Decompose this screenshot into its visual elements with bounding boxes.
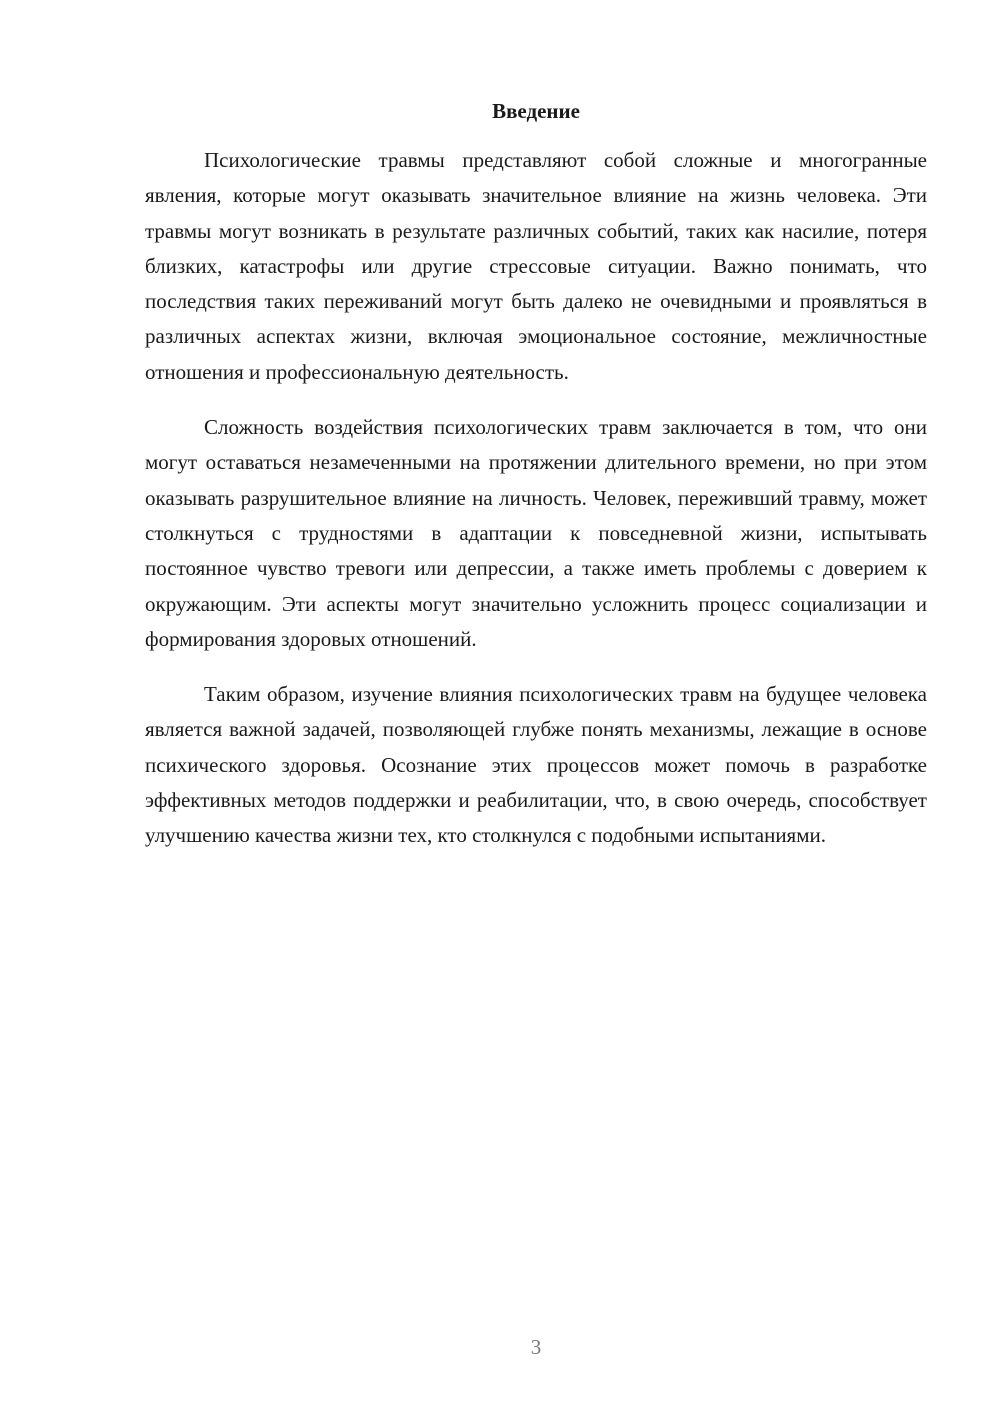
body-text <box>145 143 927 874</box>
page-title: Введение <box>492 99 580 123</box>
page-number: 3 <box>530 1335 542 1359</box>
paragraph-1: Психологические травмы представляют собой сложные и многогранные явления, которые могут оказывать значительное влияние на жизнь человека. Эти травмы могут возникать в результате различных событий, таких как насилие, потеря близких, катастрофы или другие стрессовые ситуации. Важно понимать, что последствия таких переживаний могут быть далеко не очевидными и проявляться в различных аспектах жизни, включая эмоциональное состояние, межличностные отношения и профессиональную деятельность. <box>145 148 927 384</box>
paragraph-2: Сложность воздействия психологических травм заключается в том, что они могут оставаться незамеченными на протяжении длительного времени, но при этом оказывать разрушительное влияние на личность. Человек, переживший травму, может столкнуться с трудностями в адаптации к повседневной жизни, испытывать постоянное чувство тревоги или депрессии, а также иметь проблемы с доверием к окружающим. Эти аспекты могут значительно усложнить процесс социализации и формирования здоровых отношений. <box>145 415 927 651</box>
paragraph-3: Таким образом, изучение влияния психологических травм на будущее человека является важной задачей, позволяющей глубже понять механизмы, лежащие в основе психического здоровья. Осознание этих процессов может помочь в разработке эффективных методов поддержки и реабилитации, что, в свою очередь, способствует улучшению качества жизни тех, кто столкнулся с подобными испытаниями. <box>145 682 927 848</box>
